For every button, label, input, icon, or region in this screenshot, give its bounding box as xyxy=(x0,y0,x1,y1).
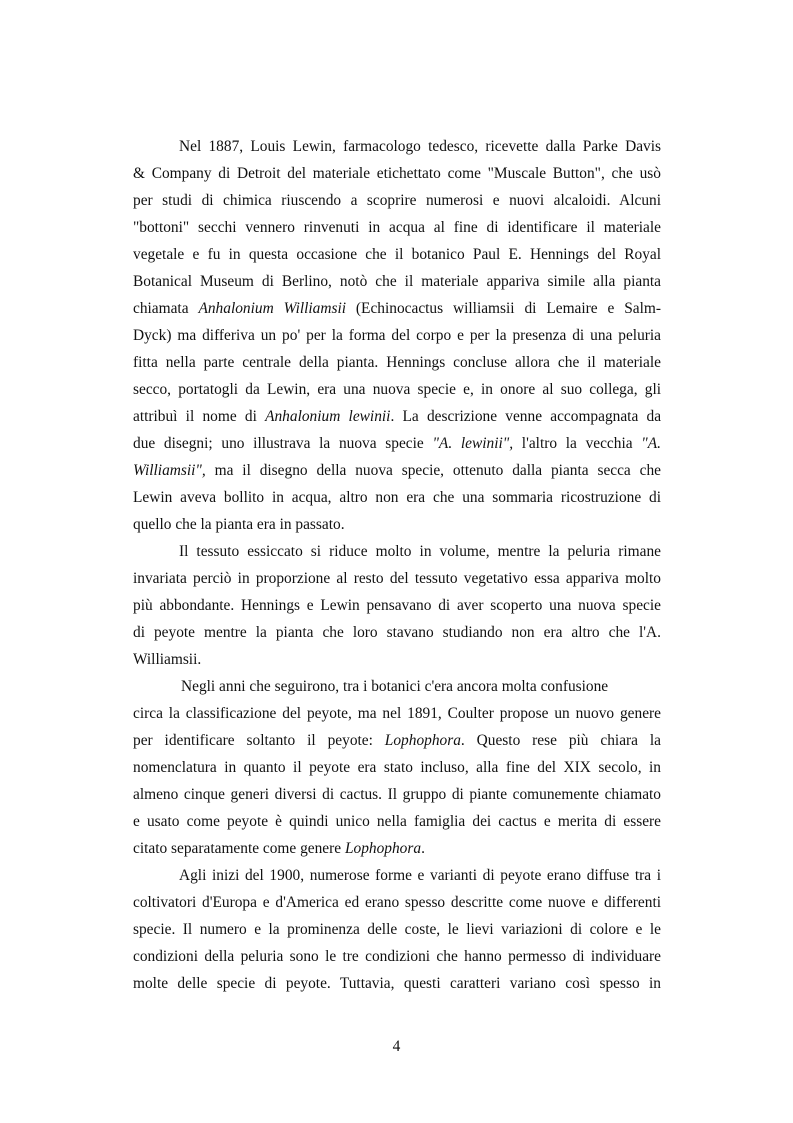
text-line xyxy=(133,241,661,268)
text-segment: invariata perciò in proporzione al resto del tessuto vegetativo essa appariva molto xyxy=(133,570,661,587)
text-line xyxy=(133,349,661,376)
text-line xyxy=(133,322,661,349)
text-line xyxy=(133,268,661,295)
paragraph xyxy=(133,538,661,673)
text-line xyxy=(133,781,661,808)
text-line xyxy=(133,700,661,727)
text-segment: e usato come peyote è quindi unico nella famiglia dei cactus e merita di essere xyxy=(133,813,661,830)
text-line xyxy=(133,295,661,322)
text-segment: vegetale e fu in questa occasione che il botanico Paul E. Hennings del Royal xyxy=(133,246,661,263)
text-line xyxy=(133,376,661,403)
italic-text: "A. lewinii", xyxy=(432,435,514,452)
text-line xyxy=(133,970,661,997)
text-segment: coltivatori d'Europa e d'America ed erano spesso descritte come nuove e differenti xyxy=(133,894,661,911)
text-line xyxy=(133,133,661,160)
text-segment: specie. Il numero e la prominenza delle coste, le lievi variazioni di colore e le xyxy=(133,921,661,938)
text-line xyxy=(133,754,661,781)
text-line xyxy=(133,835,661,862)
text-segment: più abbondante. Hennings e Lewin pensavano di aver scoperto una nuova specie xyxy=(133,597,661,614)
italic-text: Lophophora xyxy=(384,732,461,749)
text-line xyxy=(133,484,661,511)
text-segment: ma il disegno della nuova specie, ottenuto dalla pianta secca che xyxy=(205,462,661,479)
text-segment: . Questo rese più chiara la xyxy=(460,732,661,749)
paragraph xyxy=(133,133,661,538)
italic-text: Williamsii", xyxy=(133,462,206,479)
text-segment: (Echinocactus williamsii di Lemaire e Salm- xyxy=(346,300,662,317)
text-segment: Nel 1887, Louis Lewin, farmacologo tedesco, ricevette dalla Parke Davis xyxy=(179,138,661,155)
text-line xyxy=(133,862,661,889)
text-line xyxy=(133,619,661,646)
text-line xyxy=(133,403,661,430)
text-segment: nomenclatura in quanto il peyote era stato incluso, alla fine del XIX secolo, in xyxy=(133,759,661,776)
text-line xyxy=(133,673,661,700)
text-line xyxy=(133,646,661,673)
text-segment: . La descrizione venne accompagnata da xyxy=(390,408,662,425)
italic-text: Anhalonium Williamsii xyxy=(198,300,347,317)
italic-text: "A. xyxy=(641,435,661,452)
page-number: 4 xyxy=(392,1038,401,1055)
text-line xyxy=(133,916,661,943)
text-segment: . xyxy=(421,840,425,857)
italic-text: Anhalonium lewinii xyxy=(265,408,391,425)
paragraph xyxy=(133,673,661,862)
text-line xyxy=(133,538,661,565)
text-line xyxy=(133,943,661,970)
text-line xyxy=(133,511,661,538)
text-segment: molte delle specie di peyote. Tuttavia, questi caratteri variano così spesso in xyxy=(133,975,661,992)
text-segment: & Company di Detroit del materiale etichettato come "Muscale Button", che usò xyxy=(133,165,661,182)
text-line xyxy=(133,457,661,484)
text-segment: condizioni della peluria sono le tre condizioni che hanno permesso di individuare xyxy=(133,948,661,965)
body-text xyxy=(133,133,661,997)
italic-text: Lophophora xyxy=(344,840,422,857)
text-segment: circa la classificazione del peyote, ma nel 1891, Coulter propose un nuovo genere xyxy=(133,705,661,722)
text-line xyxy=(133,592,661,619)
text-segment: due disegni; uno illustrava la nuova specie xyxy=(133,435,433,452)
text-segment: citato separatamente come genere xyxy=(133,840,345,857)
text-segment: secco, portatogli da Lewin, era una nuova specie e, in onore al suo collega, gli xyxy=(133,381,661,398)
text-line xyxy=(133,214,661,241)
text-segment: fitta nella parte centrale della pianta. Hennings concluse allora che il materiale xyxy=(133,354,661,371)
text-line xyxy=(133,160,661,187)
text-line xyxy=(133,808,661,835)
text-line xyxy=(133,565,661,592)
text-segment: Agli inizi del 1900, numerose forme e varianti di peyote erano diffuse tra i xyxy=(179,867,661,884)
text-segment: chiamata xyxy=(133,300,199,317)
text-segment: Il tessuto essiccato si riduce molto in volume, mentre la peluria rimane xyxy=(179,543,661,560)
text-line xyxy=(133,889,661,916)
text-segment: almeno cinque generi diversi di cactus. Il gruppo di piante comunemente chiamato xyxy=(133,786,661,803)
text-segment: quello che la pianta era in passato. xyxy=(133,516,345,533)
text-segment: Williamsii. xyxy=(133,651,202,668)
text-segment: Botanical Museum di Berlino, notò che il materiale appariva simile alla pianta xyxy=(133,273,661,290)
text-segment: Dyck) ma differiva un po' per la forma del corpo e per la presenza di una peluria xyxy=(133,327,661,344)
text-line xyxy=(133,430,661,457)
paragraph xyxy=(133,862,661,997)
text-segment: di peyote mentre la pianta che loro stavano studiando non era altro che l'A. xyxy=(133,624,661,641)
text-segment: Lewin aveva bollito in acqua, altro non era che una sommaria ricostruzione di xyxy=(133,489,661,506)
text-segment: Negli anni che seguirono, tra i botanici c'era ancora molta confusione xyxy=(181,678,609,695)
text-segment: attribuì il nome di xyxy=(133,408,266,425)
text-segment: per identificare soltanto il peyote: xyxy=(133,732,385,749)
text-segment: "bottoni" secchi vennero rinvenuti in acqua al fine di identificare il materiale xyxy=(133,219,661,236)
text-segment: l'altro la vecchia xyxy=(513,435,642,452)
text-segment: per studi di chimica riuscendo a scoprire numerosi e nuovi alcaloidi. Alcuni xyxy=(133,192,661,209)
text-line xyxy=(133,727,661,754)
text-line xyxy=(133,187,661,214)
